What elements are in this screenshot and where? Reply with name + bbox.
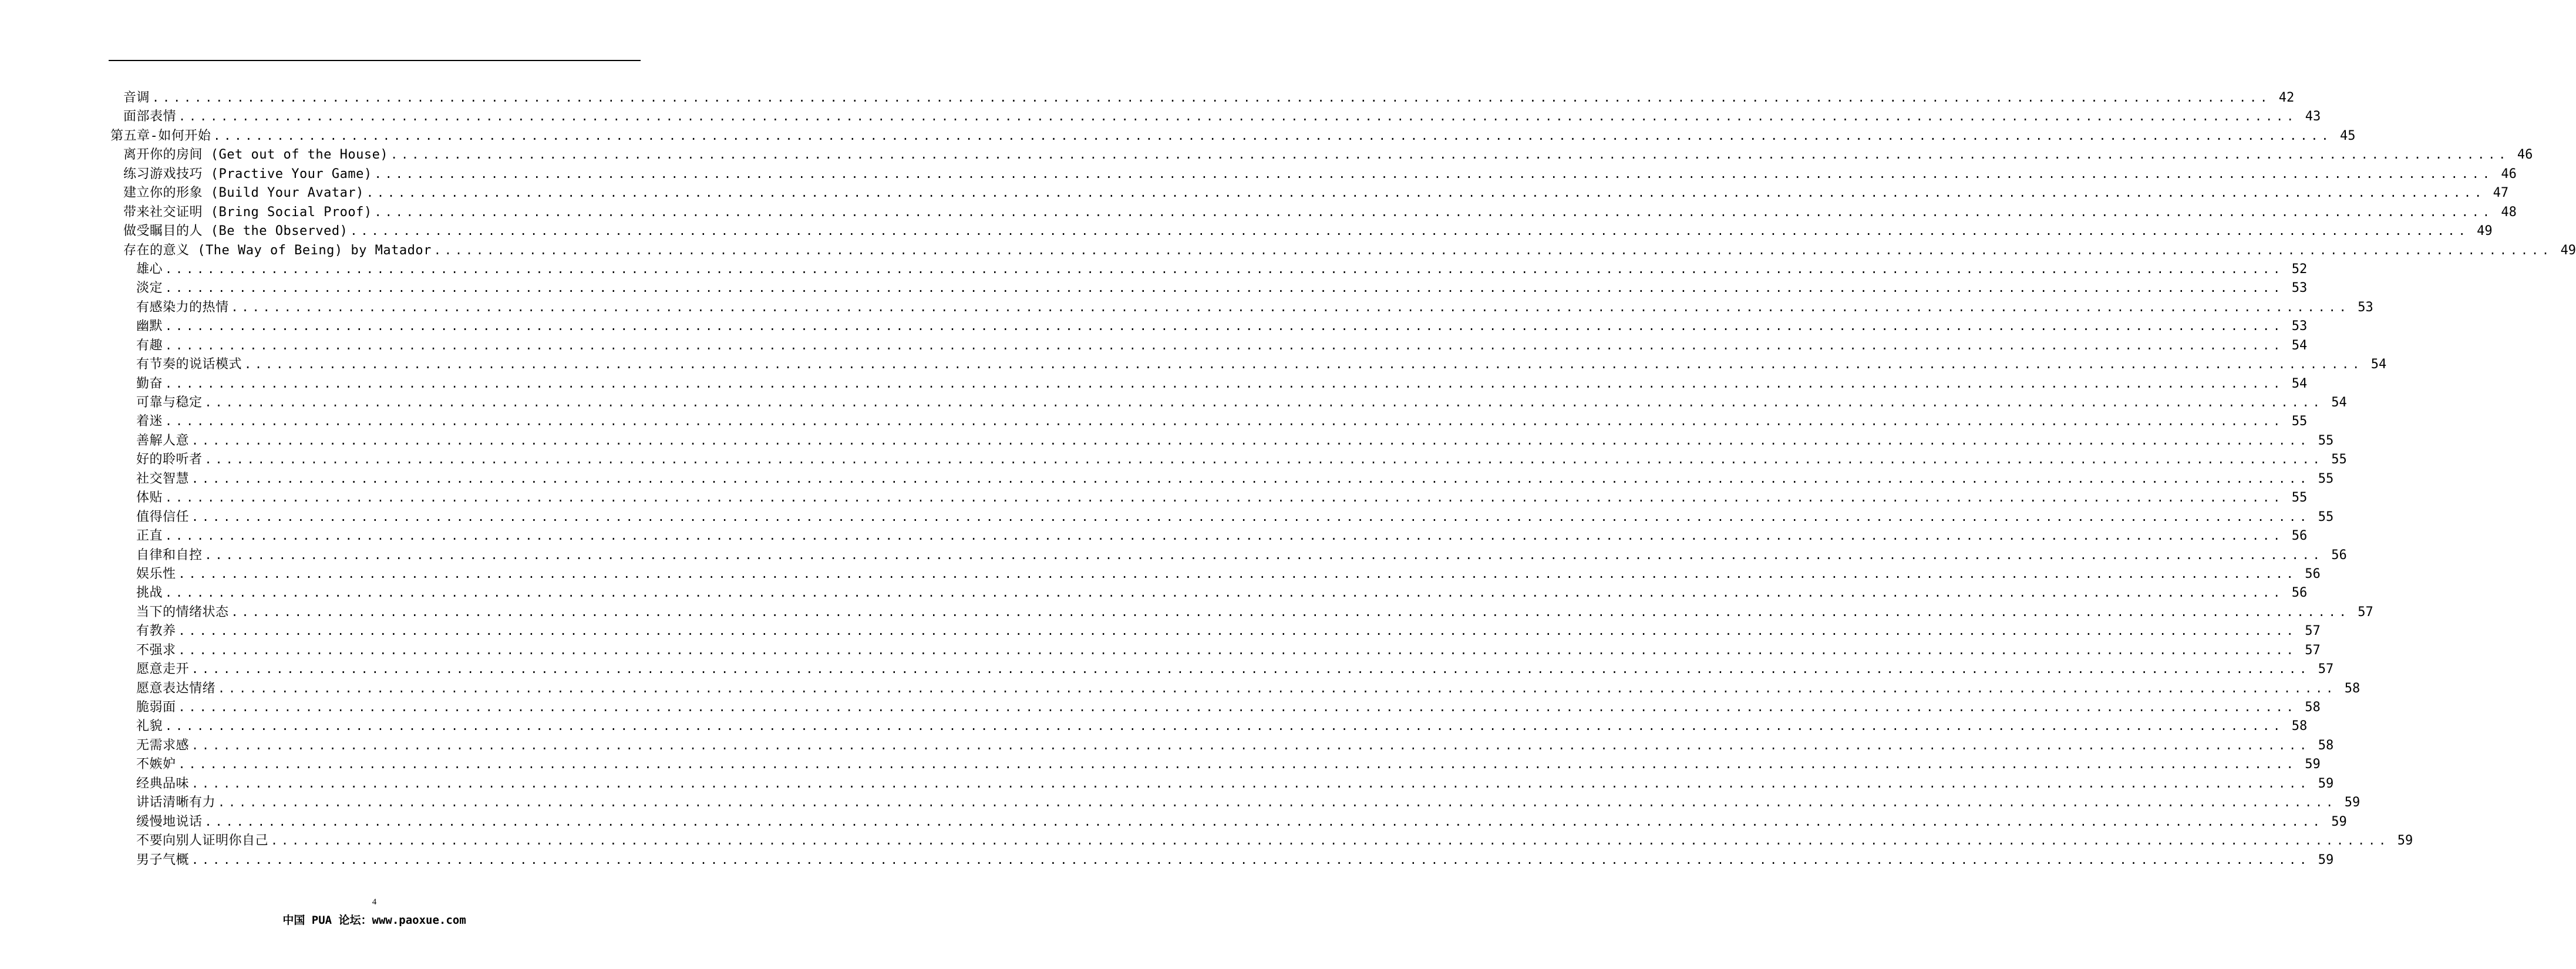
- toc-entry-title: 建立你的形象 (Build Your Avatar): [123, 186, 364, 201]
- toc-entry[interactable]: [110, 317, 2308, 335]
- toc-entry-page: 45: [2339, 128, 2356, 143]
- toc-entry-page: 46: [2517, 147, 2533, 163]
- toc-entry-title: 当下的情绪状态: [136, 604, 229, 620]
- toc-entry-title: 有教养: [136, 624, 176, 639]
- toc-dot-leader: ........................................................................................................................................................................................................: [231, 300, 2350, 314]
- toc-entry[interactable]: [110, 221, 2493, 240]
- toc-entry-title: 带来社交证明 (Bring Social Proof): [123, 204, 372, 220]
- toc-entry-page: 56: [2331, 547, 2347, 563]
- toc-entry[interactable]: [110, 374, 2308, 393]
- toc-entry-page: 42: [2278, 90, 2295, 105]
- toc-dot-leader: ........................................................................................................................................................................................................: [165, 719, 2284, 734]
- toc-entry-title: 好的聆听者: [136, 452, 203, 467]
- toc-dot-leader: ........................................................................................................................................................................................................: [178, 700, 2297, 714]
- toc-entry-page: 54: [2370, 357, 2387, 372]
- toc-dot-leader: ........................................................................................................................................................................................................: [191, 852, 2311, 867]
- toc-entry-title: 幽默: [136, 319, 163, 334]
- toc-entry-title: 娱乐性: [136, 566, 176, 581]
- toc-entry[interactable]: [110, 183, 2509, 202]
- toc-entry-title: 勤奋: [136, 376, 163, 391]
- toc-dot-leader: ........................................................................................................................................................................................................: [231, 604, 2350, 619]
- toc-dot-leader: ........................................................................................................................................................................................................: [390, 147, 2510, 162]
- table-of-contents: [110, 88, 2576, 869]
- toc-entry[interactable]: [110, 564, 2321, 583]
- toc-entry-title: 可靠与稳定: [136, 395, 203, 410]
- toc-dot-leader: ........................................................................................................................................................................................................: [213, 128, 2332, 143]
- toc-entry-page: 55: [2318, 433, 2334, 448]
- toc-entry-page: 55: [2318, 471, 2334, 486]
- toc-entry-page: 59: [2397, 833, 2413, 849]
- toc-entry-page: 56: [2291, 529, 2308, 544]
- toc-entry-page: 59: [2305, 757, 2321, 772]
- toc-entry[interactable]: [110, 107, 2321, 126]
- toc-entry-title: 无需求感: [136, 738, 190, 753]
- toc-dot-leader: ........................................................................................................................................................................................................: [218, 795, 2337, 810]
- toc-entry[interactable]: [110, 145, 2533, 164]
- toc-dot-leader: ........................................................................................................................................................................................................: [165, 414, 2284, 429]
- toc-dot-leader: ........................................................................................................................................................................................................: [165, 338, 2284, 352]
- toc-entry-page: 59: [2318, 776, 2334, 791]
- toc-entry-page: 57: [2318, 662, 2334, 677]
- toc-entry[interactable]: [110, 583, 2308, 602]
- toc-entry[interactable]: [110, 298, 2373, 317]
- toc-dot-leader: ........................................................................................................................................................................................................: [374, 204, 2493, 219]
- toc-entry-title: 着迷: [136, 414, 163, 429]
- toc-entry[interactable]: [110, 126, 2356, 145]
- toc-entry-page: 53: [2291, 319, 2308, 334]
- toc-entry[interactable]: [110, 698, 2321, 716]
- toc-entry-title: 音调: [123, 90, 150, 105]
- toc-dot-leader: ........................................................................................................................................................................................................: [271, 833, 2390, 848]
- toc-entry-page: 58: [2291, 719, 2308, 734]
- toc-entry-page: 56: [2305, 566, 2321, 581]
- toc-entry[interactable]: [110, 793, 2361, 812]
- toc-entry[interactable]: [110, 507, 2334, 526]
- toc-entry[interactable]: [110, 679, 2361, 698]
- toc-entry-page: 49: [2477, 224, 2493, 239]
- toc-entry-title: 有感染力的热情: [136, 300, 229, 315]
- toc-entry-page: 57: [2358, 604, 2373, 620]
- toc-entry-title: 雄心: [136, 261, 163, 277]
- toc-entry-page: 56: [2291, 586, 2308, 601]
- toc-entry-title: 做受瞩目的人 (Be the Observed): [123, 224, 348, 239]
- toc-dot-leader: ........................................................................................................................................................................................................: [152, 90, 2271, 105]
- toc-entry[interactable]: [110, 526, 2308, 545]
- toc-entry-page: 58: [2305, 700, 2321, 715]
- toc-dot-leader: ........................................................................................................................................................................................................: [165, 261, 2284, 276]
- toc-entry-title: 善解人意: [136, 433, 190, 448]
- toc-entry[interactable]: [110, 660, 2334, 678]
- toc-entry-page: 52: [2291, 261, 2308, 277]
- toc-entry-title: 社交智慧: [136, 471, 190, 486]
- toc-dot-leader: ........................................................................................................................................................................................................: [204, 395, 2324, 409]
- toc-dot-leader: ........................................................................................................................................................................................................: [165, 376, 2284, 391]
- toc-dot-leader: ........................................................................................................................................................................................................: [179, 109, 2298, 124]
- toc-dot-leader: ........................................................................................................................................................................................................: [366, 186, 2486, 200]
- toc-entry[interactable]: [110, 278, 2308, 297]
- toc-dot-leader: ........................................................................................................................................................................................................: [165, 586, 2284, 600]
- toc-entry[interactable]: [110, 850, 2334, 869]
- toc-dot-leader: ........................................................................................................................................................................................................: [244, 357, 2363, 372]
- toc-entry-title: 体贴: [136, 490, 163, 506]
- toc-entry-page: 47: [2493, 186, 2509, 201]
- toc-dot-leader: ........................................................................................................................................................................................................: [204, 452, 2324, 467]
- toc-dot-leader: ........................................................................................................................................................................................................: [191, 471, 2311, 486]
- toc-entry[interactable]: [110, 546, 2347, 564]
- toc-entry-title: 值得信任: [136, 509, 190, 524]
- toc-dot-leader: ........................................................................................................................................................................................................: [178, 624, 2297, 638]
- toc-entry[interactable]: [110, 469, 2334, 488]
- toc-dot-leader: ........................................................................................................................................................................................................: [165, 319, 2284, 334]
- toc-entry[interactable]: [110, 88, 2295, 107]
- toc-entry[interactable]: [110, 621, 2321, 640]
- toc-entry[interactable]: [110, 241, 2576, 260]
- toc-entry[interactable]: [110, 641, 2321, 660]
- toc-entry-page: 43: [2305, 109, 2321, 125]
- toc-entry-page: 58: [2344, 681, 2361, 696]
- toc-entry[interactable]: [110, 164, 2517, 183]
- toc-entry[interactable]: [110, 412, 2308, 430]
- toc-entry-page: 53: [2358, 300, 2373, 315]
- toc-entry-title: 不强求: [136, 642, 176, 658]
- toc-entry-page: 57: [2305, 624, 2321, 639]
- toc-entry-title: 练习游戏技巧 (Practive Your Game): [123, 166, 372, 181]
- toc-entry[interactable]: [110, 431, 2334, 450]
- toc-entry-page: 53: [2291, 281, 2308, 296]
- toc-entry-title: 经典品味: [136, 776, 190, 791]
- toc-entry-page: 46: [2501, 166, 2517, 181]
- toc-dot-leader: ........................................................................................................................................................................................................: [165, 490, 2284, 505]
- toc-entry-title: 第五章-如何开始: [110, 128, 211, 143]
- toc-dot-leader: ........................................................................................................................................................................................................: [350, 224, 2469, 238]
- footer-site: 中国 PUA 论坛：www.paoxue.com: [282, 914, 466, 927]
- toc-dot-leader: ........................................................................................................................................................................................................: [433, 243, 2553, 257]
- toc-entry[interactable]: [110, 203, 2517, 221]
- toc-entry-page: 55: [2331, 452, 2347, 467]
- toc-entry-title: 讲话清晰有力: [136, 795, 216, 810]
- toc-entry-title: 不要向别人证明你自己: [136, 833, 269, 849]
- toc-entry[interactable]: [110, 355, 2387, 374]
- toc-dot-leader: ........................................................................................................................................................................................................: [191, 738, 2311, 752]
- toc-dot-leader: ........................................................................................................................................................................................................: [374, 166, 2493, 181]
- toc-dot-leader: ........................................................................................................................................................................................................: [204, 547, 2324, 562]
- toc-entry-page: 55: [2291, 490, 2308, 506]
- toc-entry-title: 有趣: [136, 338, 163, 353]
- toc-entry-page: 59: [2331, 814, 2347, 829]
- toc-entry-title: 不嫉妒: [136, 757, 176, 772]
- toc-entry-title: 缓慢地说话: [136, 814, 203, 829]
- toc-entry-title: 正直: [136, 529, 163, 544]
- toc-entry-title: 愿意走开: [136, 662, 190, 677]
- toc-entry-page: 59: [2344, 795, 2361, 810]
- toc-entry[interactable]: [110, 831, 2413, 850]
- toc-entry[interactable]: [110, 603, 2373, 621]
- toc-entry-page: 59: [2318, 852, 2334, 867]
- toc-entry-title: 脆弱面: [136, 700, 176, 715]
- page-number: 4: [372, 897, 377, 907]
- toc-entry[interactable]: [110, 450, 2347, 469]
- toc-entry-title: 存在的意义 (The Way of Being) by Matador: [123, 243, 432, 258]
- toc-entry-page: 54: [2291, 338, 2308, 353]
- toc-entry-page: 55: [2291, 414, 2308, 429]
- toc-entry-title: 男子气概: [136, 852, 190, 867]
- toc-entry-title: 愿意表达情绪: [136, 681, 216, 696]
- toc-dot-leader: ........................................................................................................................................................................................................: [178, 566, 2297, 581]
- toc-entry-title: 挑战: [136, 586, 163, 601]
- toc-dot-leader: ........................................................................................................................................................................................................: [165, 281, 2284, 295]
- toc-dot-leader: ........................................................................................................................................................................................................: [165, 529, 2284, 543]
- toc-dot-leader: ........................................................................................................................................................................................................: [178, 757, 2297, 772]
- toc-entry-page: 55: [2318, 509, 2334, 524]
- toc-entry-title: 礼貌: [136, 719, 163, 734]
- toc-entry[interactable]: [110, 260, 2308, 278]
- toc-entry[interactable]: [110, 812, 2347, 831]
- toc-entry-title: 淡定: [136, 281, 163, 296]
- toc-entry-page: 57: [2305, 642, 2321, 658]
- toc-dot-leader: ........................................................................................................................................................................................................: [178, 642, 2297, 657]
- toc-entry-page: 58: [2318, 738, 2334, 753]
- toc-entry[interactable]: [110, 755, 2321, 773]
- toc-entry[interactable]: [110, 393, 2347, 412]
- toc-entry-page: 54: [2331, 395, 2347, 410]
- toc-entry-title: 面部表情: [123, 109, 177, 125]
- toc-dot-leader: ........................................................................................................................................................................................................: [204, 814, 2324, 829]
- toc-entry[interactable]: [110, 736, 2334, 755]
- toc-dot-leader: ........................................................................................................................................................................................................: [191, 776, 2311, 790]
- toc-dot-leader: ........................................................................................................................................................................................................: [191, 433, 2311, 448]
- header-rule: [109, 60, 641, 61]
- toc-entry-page: 49: [2560, 243, 2576, 258]
- toc-entry[interactable]: [110, 716, 2308, 735]
- toc-dot-leader: ........................................................................................................................................................................................................: [191, 662, 2311, 677]
- toc-dot-leader: ........................................................................................................................................................................................................: [218, 681, 2337, 695]
- toc-entry[interactable]: [110, 488, 2308, 507]
- toc-entry-title: 自律和自控: [136, 547, 203, 563]
- toc-entry[interactable]: [110, 336, 2308, 355]
- toc-entry-page: 54: [2291, 376, 2308, 391]
- toc-entry-title: 有节奏的说话模式: [136, 357, 243, 372]
- toc-entry-page: 48: [2501, 204, 2517, 220]
- toc-entry[interactable]: [110, 774, 2334, 793]
- toc-dot-leader: ........................................................................................................................................................................................................: [191, 509, 2311, 524]
- toc-entry-title: 离开你的房间 (Get out of the House): [123, 147, 389, 163]
